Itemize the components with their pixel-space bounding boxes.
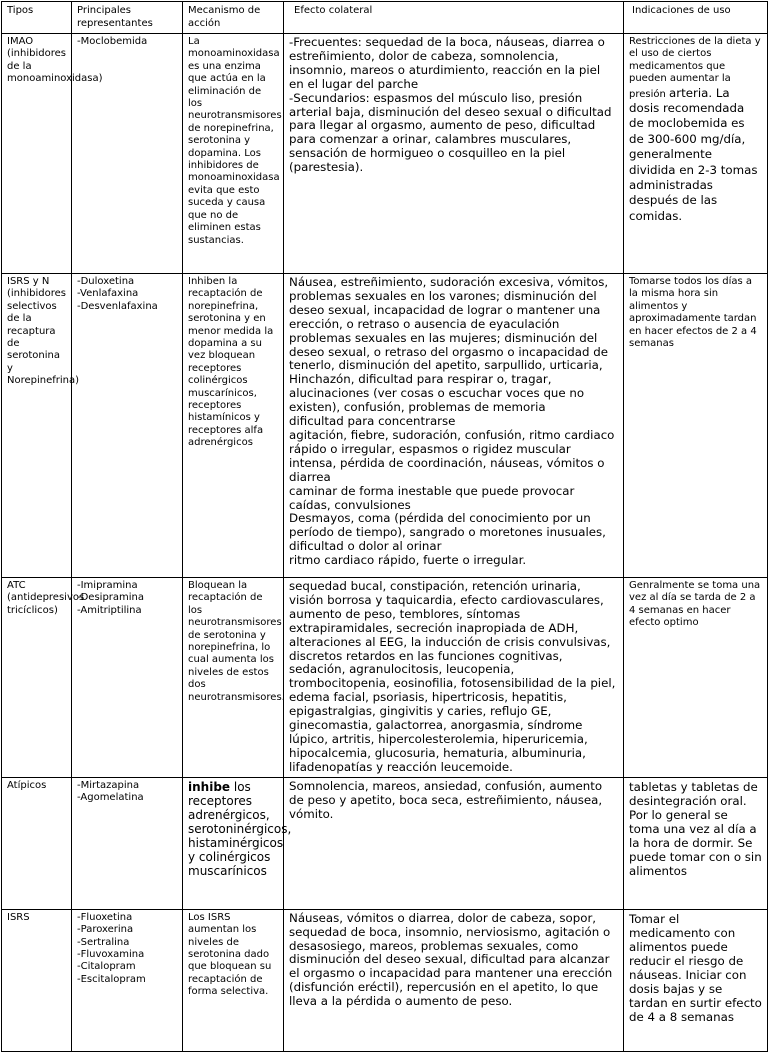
mechanism-cell: Inhiben la recaptación de norepinefrina, serotonina y en menor medida la dopamina a su vez bloquean receptores colinérgicos muscarínicos, receptores histamínicos y receptores alfa adrenérgicos [183,274,284,578]
indications-cell: Genralmente se toma una vez al día se tarda de 2 a 4 semanas en hacer efecto optimo [624,578,768,778]
mechanism-rest: los receptores adrenérgicos, serotoninérgicos, histaminérgicos y colinérgicos muscarínicos [188,779,292,878]
drug-name: -Paroxerina [77,924,134,936]
header-tipos: Tipos [2,2,72,34]
mechanism-cell [183,777,292,909]
effects-cell: Náuseas, vómitos o diarrea, dolor de cabeza, sopor, sequedad de boca, insomnio, nerviosismo, agitación o desasosiego, mareos, problemas sexuales, como disminución del deseo sexual, dificultad para alcanzar el orgasmo o incapacidad para mantener una erección (disfunción eréctil), repercusión en el apetito, lo que lleva a la pérdida o aumento de peso. [284,909,624,1051]
drugs-cell [72,578,183,778]
drug-name: -Amitriptilina [77,604,142,616]
drugs-cell [72,274,183,578]
header-efecto: Efecto colateral [284,2,624,34]
effects-cell: Somnolencia, mareos, ansiedad, confusión, aumento de peso y apetito, boca seca, estreñimiento, náusea, vómito. [284,777,624,909]
mechanism-cell: La monoaminoxidasa es una enzima que actúa en la eliminación de los neurotransmisores de norepinefrina, serotonina y dopamina. Los inhibidores de monoaminoxidasa evita que esto suceda y causa que no de eliminen estas sustancias. [183,34,284,274]
drug-name: -Fluvoxamina [77,948,145,960]
header-indicaciones: Indicaciones de uso [624,2,768,34]
drug-name: -Imipramina [77,580,138,591]
header-representantes: Principales representantes [72,2,183,34]
header-mecanismo: Mecanismo de acción [183,2,284,34]
indications-cell: Tomar el medicamento con alimentos puede reducir el riesgo de náuseas. Iniciar con dosis bajas y se tardan en surtir efecto de 4 a 8 semanas [624,909,768,1051]
drug-name: -Agomelatina [77,792,144,804]
drugs-cell [72,909,183,1051]
mechanism-bold: inhibe [188,779,231,794]
indications-cell [624,34,768,274]
indications-intro: Restricciones de la dieta y el uso de ciertos medicamentos que pueden aumentar la presión [629,36,761,100]
mechanism-cell: Bloquean la recaptación de los neurotransmisores de serotonina y norepinefrina, lo cual aumenta los niveles de estos dos neurotransmisores. [183,578,284,778]
type-cell: Atípicos [2,777,72,909]
mechanism-cell: Los ISRS aumentan los niveles de serotonina dado que bloquean su recaptación de forma selectiva. [183,909,284,1051]
indications-cell: Tomarse todos los días a la misma hora sin alimentos y aproximadamente tardan en hacer efectos de 2 a 4 semanas [624,274,768,578]
drug-name: -Mirtazapina [77,779,140,791]
type-cell: ISRS y N (inhibidores selectivos de la recaptura de serotonina y Norepinefrina) [2,274,72,578]
table-row-imao [2,34,768,274]
type-cell: IMAO (inhibidores de la monoaminoxidasa) [2,34,72,274]
header-row [2,2,768,34]
drugs-cell [72,34,183,274]
effects-cell: -Frecuentes: sequedad de la boca, náuseas, diarrea o estreñimiento, dolor de cabeza, somnolencia, insomnio, mareos o aturdimiento, reacción en la piel en el lugar del parche -Secundarios: espasmos del músculo liso, presión arterial baja, disminución del deseo sexual o dificultad para llegar al orgasmo, aumento de peso, dificultad para comenzar a orinar, calambres musculares, sensación de hormigueo o cosquilleo en la piel (parestesia). [284,34,624,274]
drugs-cell [72,777,183,909]
antidepressant-table [1,1,768,1052]
effects-cell: Náusea, estreñimiento, sudoración excesiva, vómitos, problemas sexuales en los varones; disminución del deseo sexual, incapacidad de lograr o mantener una erección, o retraso o ausencia de eyaculación problemas sexuales en las mujeres; disminución del deseo sexual, o retraso del orgasmo o incapacidad de tenerlo, disminución del apetito, sarpullido, urticaria, Hinchazón, dificultad para respirar o, tragar, alucinaciones (ver cosas o escuchar voces que no existen), confusión, problemas de memoria dificultad para concentrarse agitación, fiebre, sudoración, confusión, ritmo cardiaco rápido o irregular, espasmos o rigidez muscular intensa, pérdida de coordinación, náuseas, vómitos o diarrea caminar de forma inestable que puede provocar caídas, convulsiones Desmayos, coma (pérdida del conocimiento por un período de tiempo), sangrado o moretones inusuales, dificultad o dolor al orinar ritmo cardiaco rápido, fuerte o irregular. [284,274,624,578]
drug-name: -Desvenlafaxina [77,300,158,312]
type-cell: ATC (antidepresivos tricíclicos) [2,578,72,778]
table-row-atipicos [2,777,768,909]
table-row-atc [2,578,768,778]
drug-name: -Desipramina [77,592,145,604]
drug-name: -Venlafaxina [77,288,139,300]
effects-cell: sequedad bucal, constipación, retención urinaria, visión borrosa y taquicardia, efecto cardiovasculares, aumento de peso, temblores, síntomas extrapiramidales, secreción inapropiada de ADH, alteraciones al EEG, la inducción de crisis convulsivas, discretos retardos en las funciones cognitivas, sedación, agranulocitosis, leucopenia, trombocitopenia, eosinofilia, fotosensibilidad de la piel, edema facial, psoriasis, hipertricosis, hepatitis, epigastralgias, gingivitis y caries, reflujo GE, ginecomastia, galactorrea, anorgasmia, síndrome lúpico, artritis, hipercolesterolemia, hiperuricemia, hipocalcemia, glucosuria, hematuria, albuminuria, lifadenopatías y reacción leucemoide. [284,578,624,778]
drug-name: -Sertralina [77,936,130,948]
drug-name: -Escitalopram [77,973,146,985]
drug-name: -Citalopram [77,961,136,973]
indications-cell: tabletas y tabletas de desintegración oral. Por lo general se toma una vez al día a la hora de dormir. Se puede tomar con o sin alimentos [624,777,768,909]
type-cell: ISRS [2,909,72,1051]
table-row-isrsn [2,274,768,578]
drug-name: -Fluoxetina [77,911,133,923]
indications-rest: arteria. La dosis recomendada de moclobemida es de 300-600 mg/día, generalmente dividida en 2-3 tomas administradas después de las comidas. [629,85,758,223]
drug-name: -Duloxetina [77,276,135,287]
table-row-isrs [2,909,768,1051]
drug-name: -Moclobemida [77,36,148,47]
